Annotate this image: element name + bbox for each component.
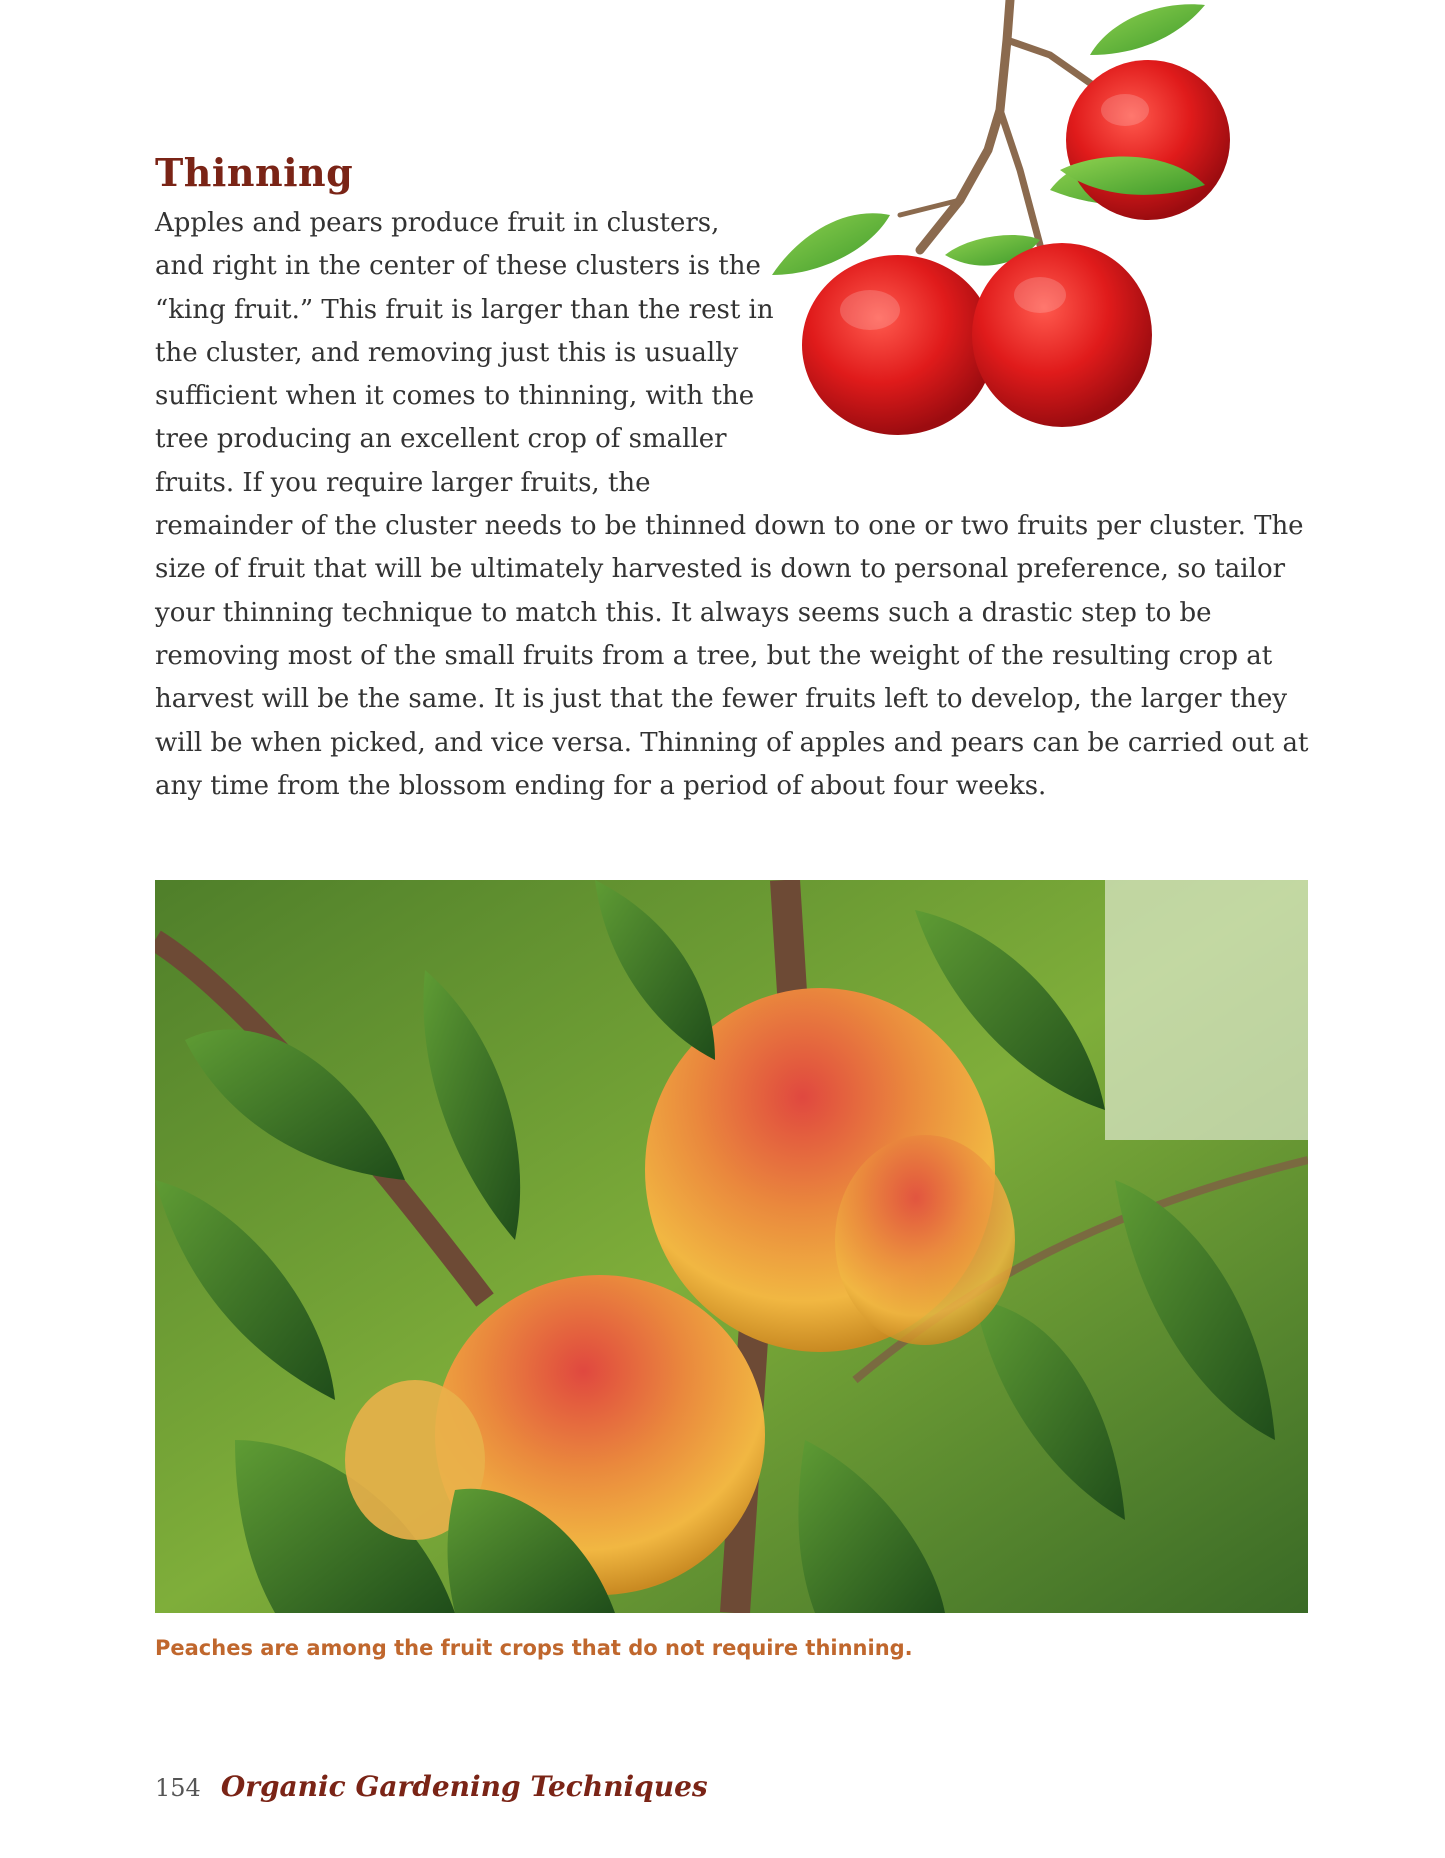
- body-text: Apples and pears produce fruit in clusters, and right in the center of these clusters is the “king fruit.” This fruit is larger than the rest in the cluster, and removing just this is usually sufficient when it comes to thinning, with the tree producing an excellent crop of smaller fruits. If you require larger fruits, the remainder of the cluster needs to be thinned down to one or two fruits per cluster. The size of fruit that will be ultimately harvested is down to personal preference, so tailor your thinning technique to match this. It always seems such a drastic step to be removing most of the small fruits from a tree, but the weight of the resulting crop at harvest will be the same. It is just that the fewer fruits left to develop, the larger they will be when picked, and vice versa. Thinning of apples and pears can be carried out at any time from the blossom ending for a period of about four weeks.: [155, 208, 1309, 801]
- page-footer: [155, 1770, 708, 1803]
- peach-photo: [155, 880, 1308, 1613]
- section-heading: Thinning: [155, 150, 354, 195]
- book-title: Organic Gardening Techniques: [220, 1770, 708, 1803]
- body-paragraph: [155, 202, 1315, 808]
- photo-caption: Peaches are among the fruit crops that do not require thinning.: [155, 1636, 913, 1660]
- page-number: 154: [155, 1774, 201, 1802]
